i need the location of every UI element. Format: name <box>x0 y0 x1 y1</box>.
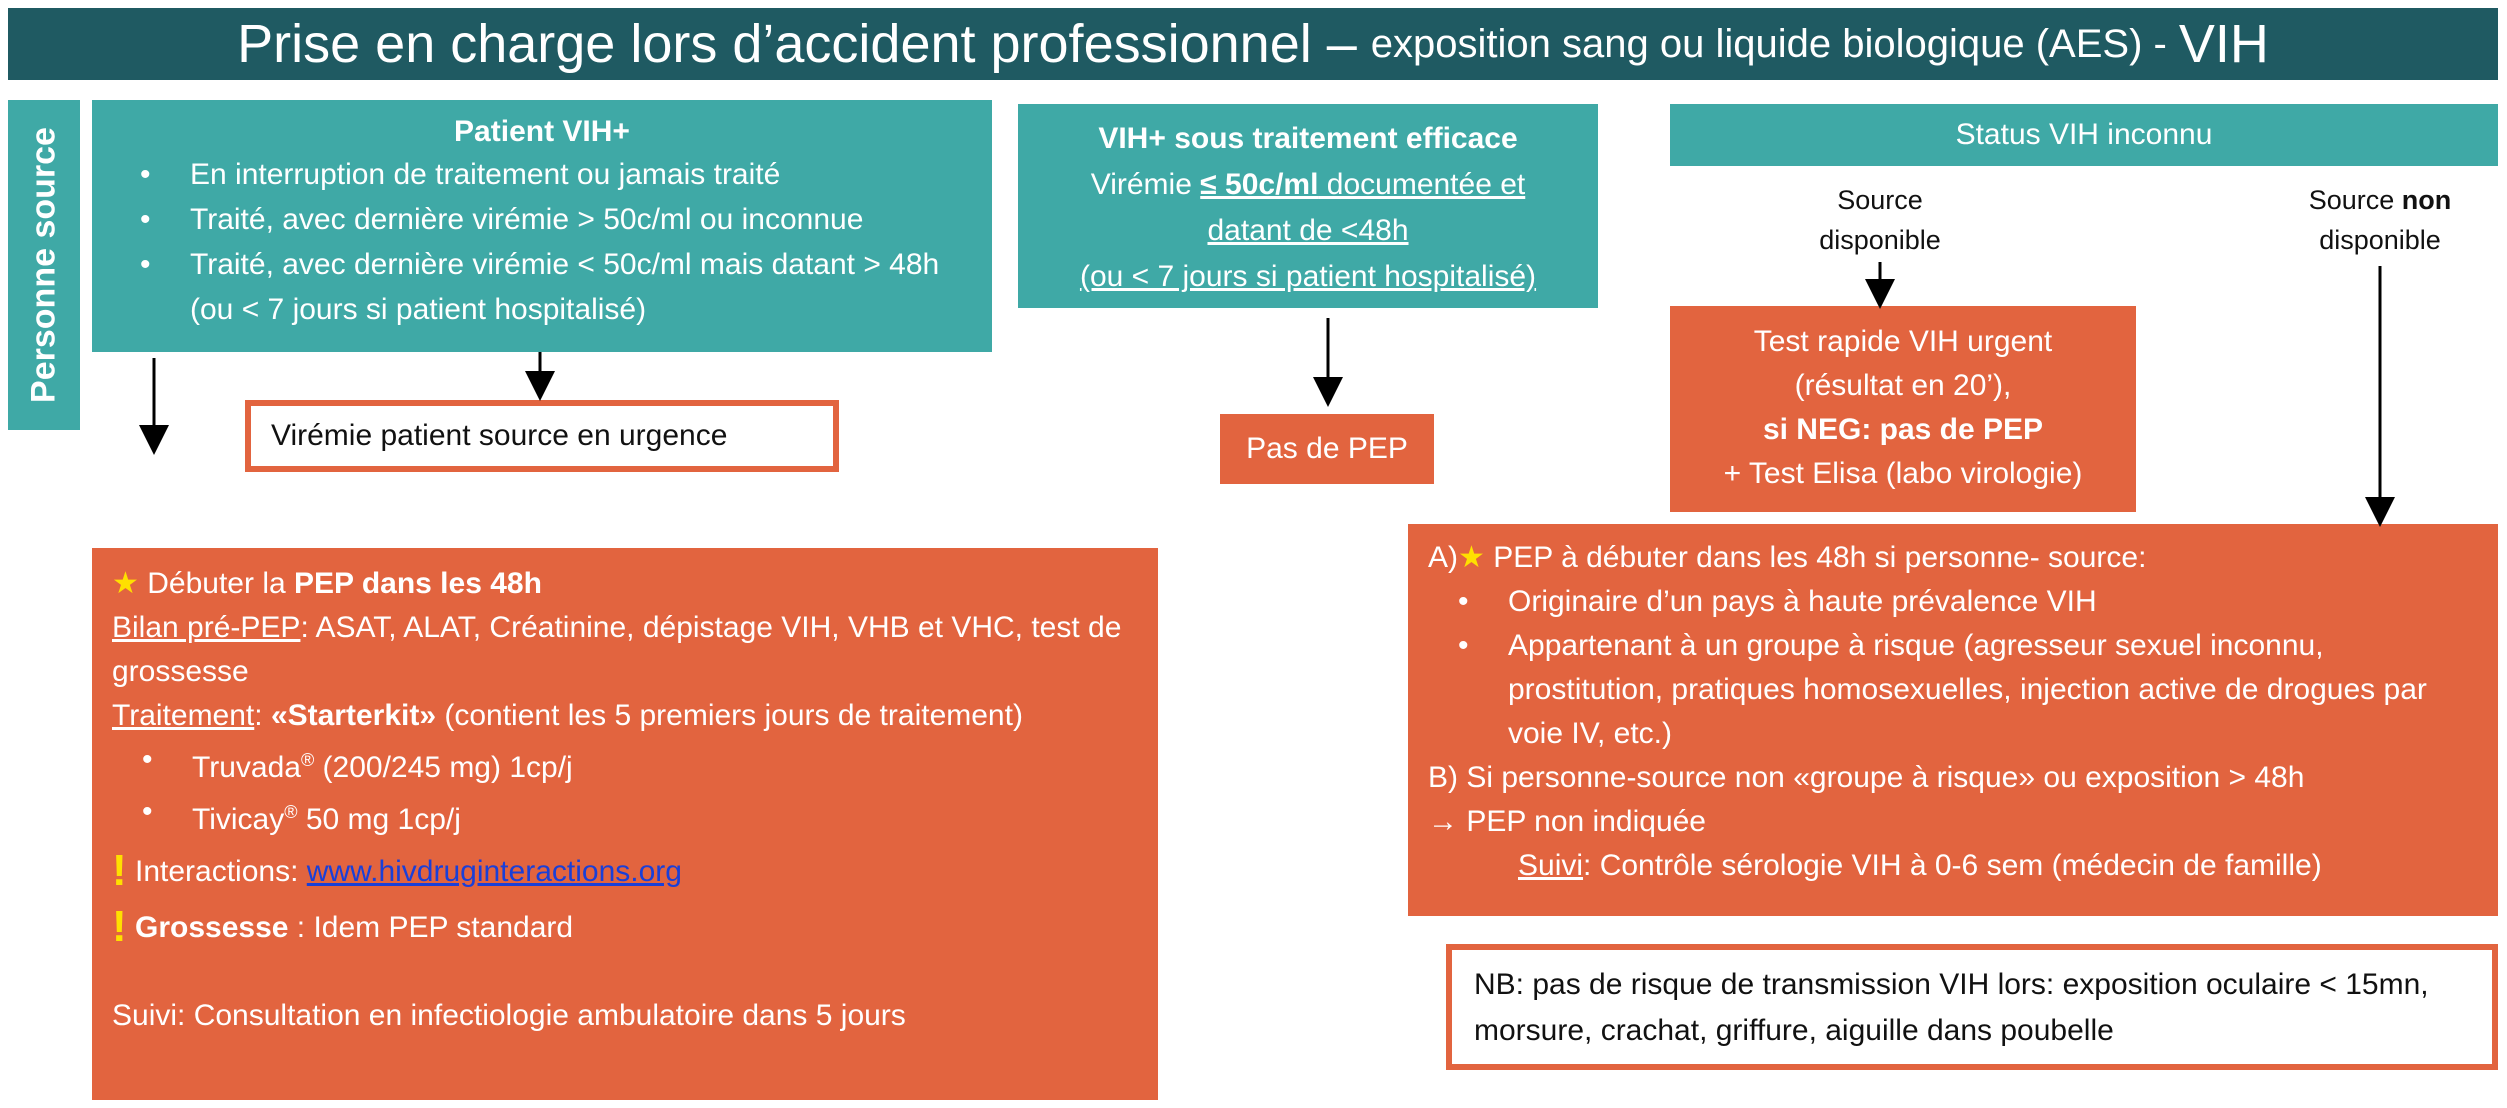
box-line: Test rapide VIH urgent <box>1753 325 2053 358</box>
text-segment: ® <box>284 802 298 822</box>
text-segment: Débuter la <box>147 567 294 600</box>
text-segment: A) <box>1428 541 1458 574</box>
exclamation-icon: ! <box>112 846 127 895</box>
text-segment: Tivicay <box>192 803 285 836</box>
text-segment: : Idem PEP standard <box>288 911 574 944</box>
label-line: disponible <box>2319 225 2441 255</box>
text-segment: Interactions: <box>135 855 307 888</box>
box-heading: Patient VIH+ <box>454 115 630 148</box>
text-segment-bold: PEP dans les 48h <box>294 567 542 600</box>
text-segment: Bilan pré-PEP <box>112 611 301 644</box>
box-line: (résultat en 20’), <box>1794 369 2012 402</box>
box-text: NB: pas de risque de transmission VIH lors: exposition oculaire < 15mn, morsure, crachat, griffure, aiguille dans poubelle <box>1474 968 2429 1047</box>
text-segment-bold: non <box>2401 185 2452 215</box>
text-segment: 50 mg 1cp/j <box>297 803 461 836</box>
list-item: • Appartenant à un groupe à risque (agresseur sexuel inconnu, prostitution, pratiques homosexuelles, injection active de drogues par voie IV, etc.) <box>1428 624 2478 756</box>
text-segment: Suivi <box>1518 849 1584 882</box>
interactions-link[interactable]: www.hivdruginteractions.org <box>306 855 682 888</box>
box-line: B) Si personne-source non «groupe à risque» ou exposition > 48h <box>1428 761 2305 794</box>
text-segment: documentée et <box>1318 168 1526 201</box>
exclamation-icon: ! <box>112 902 127 951</box>
text-segment-bold: «Starterkit» <box>270 699 437 732</box>
text-segment: (200/245 mg) 1cp/j <box>314 751 573 784</box>
label-line: disponible <box>1819 225 1941 255</box>
box-line: si NEG: pas de PEP <box>1762 413 2044 446</box>
text-segment: Truvada <box>192 751 301 784</box>
box-line: Suivi: Consultation en infectiologie ambulatoire dans 5 jours <box>112 999 906 1032</box>
page-title: Prise en charge lors d’accident professionnel – <box>237 14 1357 74</box>
label-line: Source <box>1837 185 1923 215</box>
text-segment: : Contrôle sérologie VIH à 0-6 sem (médecin de famille) <box>1583 849 2322 882</box>
text-segment: PEP non indiquée <box>1466 805 1706 838</box>
text-segment: (ou < 7 jours si patient hospitalisé) <box>1079 260 1537 293</box>
list-item: • Traité, avec dernière virémie < 50c/ml mais datant > 48h (ou < 7 jours si patient hospitalisé) <box>110 242 974 332</box>
list-item: • Originaire d’un pays à haute prévalence VIH <box>1428 580 2478 624</box>
star-icon: ★ <box>1458 541 1485 574</box>
star-icon: ★ <box>112 567 139 600</box>
box-heading: VIH+ sous traitement efficace <box>1098 122 1518 155</box>
page-subtitle: exposition sang ou liquide biologique (AES) - <box>1370 21 2167 66</box>
text-segment: : ASAT, ALAT, Créatinine, dépistage VIH, VHB et VHC, test de grossesse <box>112 611 1122 688</box>
box-line: + Test Elisa (labo virologie) <box>1723 457 2083 490</box>
page-title-end: VIH <box>2178 14 2269 74</box>
text-segment: Traitement <box>112 699 255 732</box>
list-item: • Traité, avec dernière virémie > 50c/ml ou inconnue <box>110 197 974 242</box>
text-segment: datant de <48h <box>1207 214 1409 247</box>
text-segment: PEP à débuter dans les 48h si personne- source: <box>1484 541 2147 574</box>
text-segment: ® <box>300 750 315 770</box>
text-segment-bold: ≤ 50c/ml <box>1200 168 1319 201</box>
box-heading: Status VIH inconnu <box>1955 118 2213 151</box>
text-segment-bold: Grossesse <box>135 911 289 944</box>
text-segment: Virémie <box>1090 168 1201 201</box>
box-text: Pas de PEP <box>1246 432 1408 465</box>
box-text: Virémie patient source en urgence <box>271 419 728 452</box>
list-item: • En interruption de traitement ou jamais traité <box>110 152 974 197</box>
side-label-text: Personne source <box>24 127 63 403</box>
text-segment: : <box>254 699 271 732</box>
text-segment: (contient les 5 premiers jours de traitement) <box>436 699 1023 732</box>
arrow-right-icon: → <box>1428 805 1467 838</box>
text-segment: Source <box>2308 185 2402 215</box>
